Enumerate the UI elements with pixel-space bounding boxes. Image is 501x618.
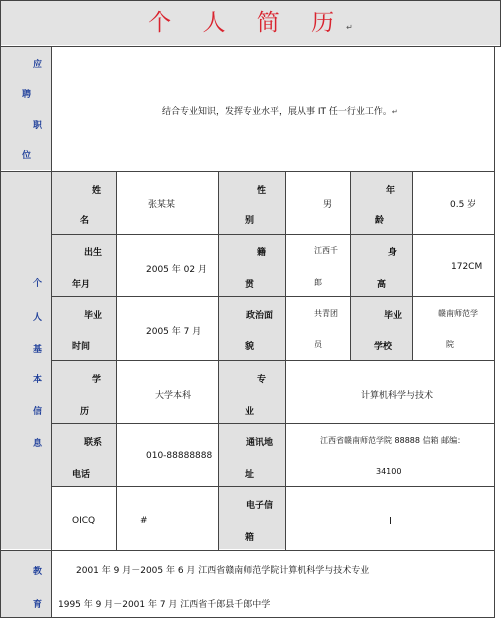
personal-side-label-3: 基 (33, 345, 43, 355)
education-line-2: 1995 年 9 月－2001 年 7 月 江西省千郎县千郎中学 (58, 600, 271, 610)
edu-value: 大学本科 (155, 391, 192, 401)
personal-side-label-1: 个 (33, 279, 43, 289)
personal-side-label-2: 人 (33, 313, 43, 323)
origin-label-2: 贯 (245, 280, 255, 290)
personal-side-label-5: 信 (33, 407, 43, 417)
age-value: 0.5 岁 (450, 200, 477, 210)
politics-label-1: 政治面 (246, 311, 274, 321)
paragraph-mark-icon: ↵ (346, 23, 353, 32)
birth-value: 2005 年 02 月 (146, 265, 207, 275)
education-side-label-1: 教 (33, 567, 43, 577)
email-label-1: 电子信 (246, 501, 274, 511)
address-value-2: 34100 (376, 467, 402, 476)
politics-value-1: 共青团 (314, 309, 338, 318)
gender-label-1: 性 (257, 186, 267, 196)
school-value-2: 院 (446, 340, 454, 349)
major-label-2: 业 (245, 407, 255, 417)
height-value: 172CM (451, 262, 483, 272)
birth-label-1: 出生 (84, 248, 103, 258)
major-label-1: 专 (257, 375, 267, 385)
phone-label-2: 电话 (72, 470, 91, 480)
grad-label-1: 毕业 (84, 311, 103, 321)
origin-value-2: 郎 (314, 278, 322, 287)
origin-value-1: 江西千 (314, 246, 338, 255)
school-label-2: 学校 (374, 342, 393, 352)
objective-side-label-3: 职 (33, 121, 43, 131)
objective-side-label-1: 应 (33, 60, 43, 70)
personal-side-bg (1, 172, 51, 549)
age-label-1: 年 (386, 186, 396, 196)
education-side-bg (1, 551, 51, 617)
oicq-value: # (140, 516, 148, 526)
email-label-2: 箱 (245, 533, 255, 543)
major-value: 计算机科学与技术 (361, 391, 434, 401)
birth-label-2: 年月 (72, 280, 91, 290)
objective-side-label-2: 聘 (22, 90, 32, 100)
objective-text: 结合专业知识，发挥专业水平，展从事 IT 任一行业工作。↵ (162, 107, 398, 117)
height-label-1: 身 (388, 248, 398, 258)
school-label-1: 毕业 (384, 311, 403, 321)
politics-label-2: 貌 (245, 342, 255, 352)
grad-label-2: 时间 (72, 342, 91, 352)
name-value: 张某某 (148, 200, 176, 210)
address-label-2: 址 (245, 470, 255, 480)
phone-label-1: 联系 (84, 438, 103, 448)
grad-value: 2005 年 7 月 (146, 327, 202, 337)
page-title (0, 0, 501, 46)
gender-value: 男 (323, 200, 333, 210)
age-label-2: 龄 (375, 216, 385, 226)
oicq-label: OICQ (72, 516, 96, 526)
paragraph-mark-icon: ↵ (391, 108, 398, 116)
address-label-1: 通讯地 (246, 438, 274, 448)
name-label-2: 名 (80, 216, 90, 226)
phone-value: 010-88888888 (146, 451, 213, 461)
edu-label-2: 历 (80, 407, 90, 417)
personal-side-label-6: 息 (33, 439, 43, 449)
school-value-1: 赣南师范学 (438, 309, 478, 318)
politics-value-2: 员 (314, 340, 322, 349)
edu-label-1: 学 (92, 375, 102, 385)
education-side-label-2: 育 (33, 600, 43, 610)
text-cursor (390, 517, 391, 524)
objective-side-label-4: 位 (22, 151, 32, 161)
origin-label-1: 籍 (257, 248, 267, 258)
name-label-1: 姓 (92, 186, 102, 196)
height-label-2: 高 (377, 280, 387, 290)
title-text: 个 人 简 历 (148, 10, 347, 36)
personal-side-label-4: 本 (33, 375, 43, 385)
gender-label-2: 别 (245, 216, 255, 226)
education-line-1: 2001 年 9 月－2005 年 6 月 江西省赣南师范学院计算机科学与技术专业 (76, 566, 370, 576)
address-value-1: 江西省赣南师范学院 88888 信箱 邮编： (320, 436, 466, 445)
